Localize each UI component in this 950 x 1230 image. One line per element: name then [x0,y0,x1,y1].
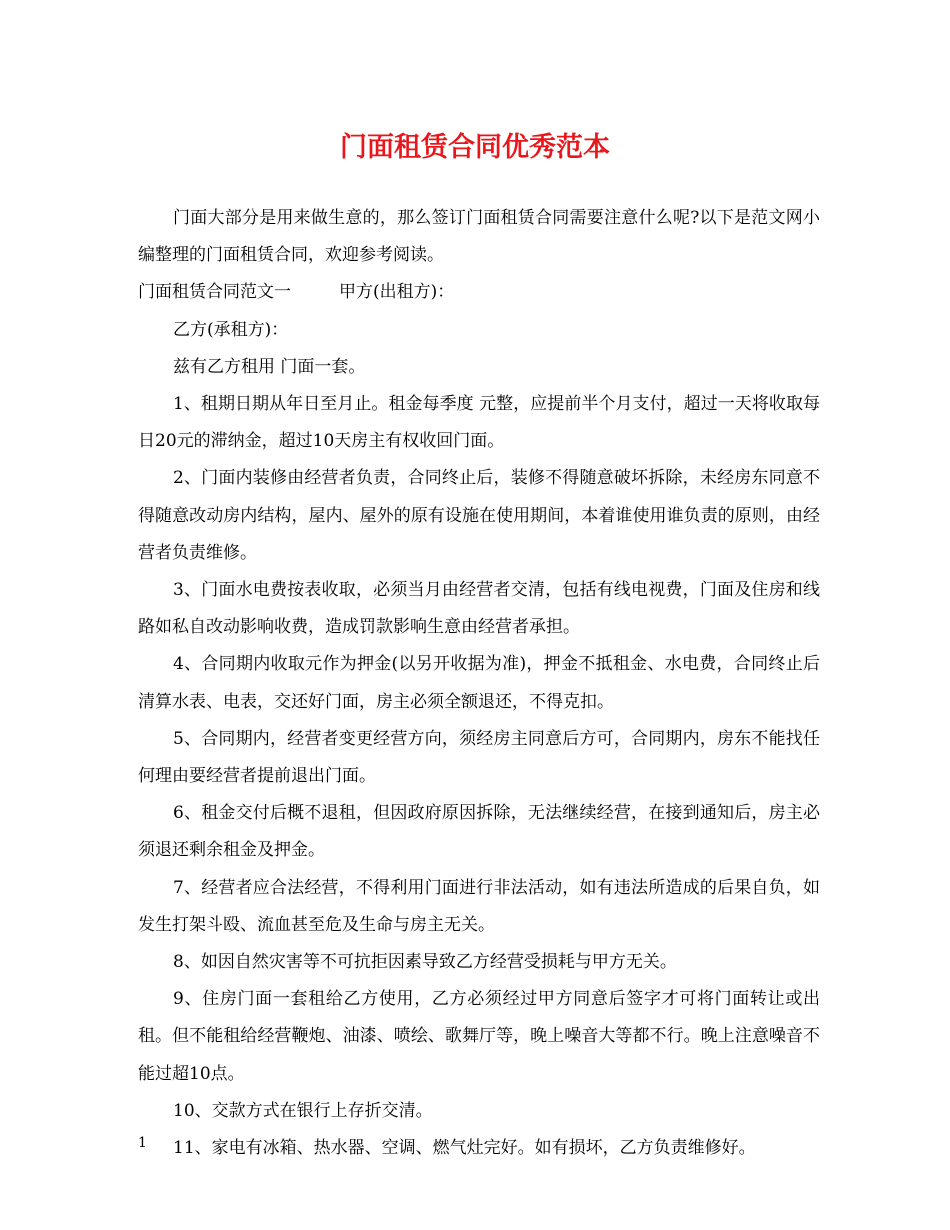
section-heading: 门面租赁合同范文一 [138,282,291,303]
clause-8: 8、如因自然灾害等不可抗拒因素导致乙方经营受损耗与甲方无关。 [173,952,677,973]
intro-paragraph: 门面大部分是用来做生意的，那么签订门面租赁合同需要注意什么呢?以下是范文网小编整理的门面租赁合同，欢迎参考阅读。 [138,208,820,266]
party-b-label: 乙方(承租方)： [173,319,289,340]
clause-9: 9、住房门面一套租给乙方使用，乙方必须经过甲方同意后签字才可将门面转让或出租。但不能租给经营鞭炮、油漆、喷绘、歌舞厅等，晚上噪音大等都不行。晚上注意噪音不能过超10点。 [138,989,820,1084]
clause-1: 1、租期日期从年日至月止。租金每季度 元整，应提前半个月支付，超过一天将收取每日20元的滞纳金，超过10天房主有权收回门面。 [138,394,820,452]
clause-11: 11、家电有冰箱、热水器、空调、燃气灶完好。如有损坏，乙方负责维修好。 [173,1138,756,1159]
clause-10: 10、交款方式在银行上存折交清。 [173,1100,433,1121]
clause-5: 5、合同期内，经营者变更经营方向，须经房主同意后方可，合同期内，房东不能找任何理由要经营者提前退出门面。 [138,728,820,787]
clause-2: 2、门面内装修由经营者负责，合同终止后，装修不得随意破坏拆除，未经房东同意不得随意改动房内结构，屋内、屋外的原有设施在使用期间，本着谁使用谁负责的原则，由经营者负责维修。 [138,468,820,563]
page-number: 1 [138,1135,147,1151]
section-heading-line [138,274,820,311]
clause-3: 3、门面水电费按表收取，必须当月由经营者交清，包括有线电视费，门面及住房和线路如私自改动影响收费，造成罚款影响生意由经营者承担。 [138,580,820,638]
document-body [138,200,820,1167]
clause-7: 7、经营者应合法经营，不得利用门面进行非法活动，如有违法所造成的后果自负，如发生打架斗殴、流血甚至危及生命与房主无关。 [138,877,820,935]
statement-paragraph: 兹有乙方租用 门面一套。 [173,356,366,377]
clause-4: 4、合同期内收取元作为押金(以另开收据为准)，押金不抵租金、水电费，合同终止后清算水表、电表，交还好门面，房主必须全额退还，不得克扣。 [138,654,820,712]
party-a-label: 甲方(出租方)： [339,282,455,303]
document-title: 门面租赁合同优秀范本 [340,132,610,163]
clause-6: 6、租金交付后概不退租，但因政府原因拆除，无法继续经营，在接到通知后，房主必须退还剩余租金及押金。 [138,803,820,861]
